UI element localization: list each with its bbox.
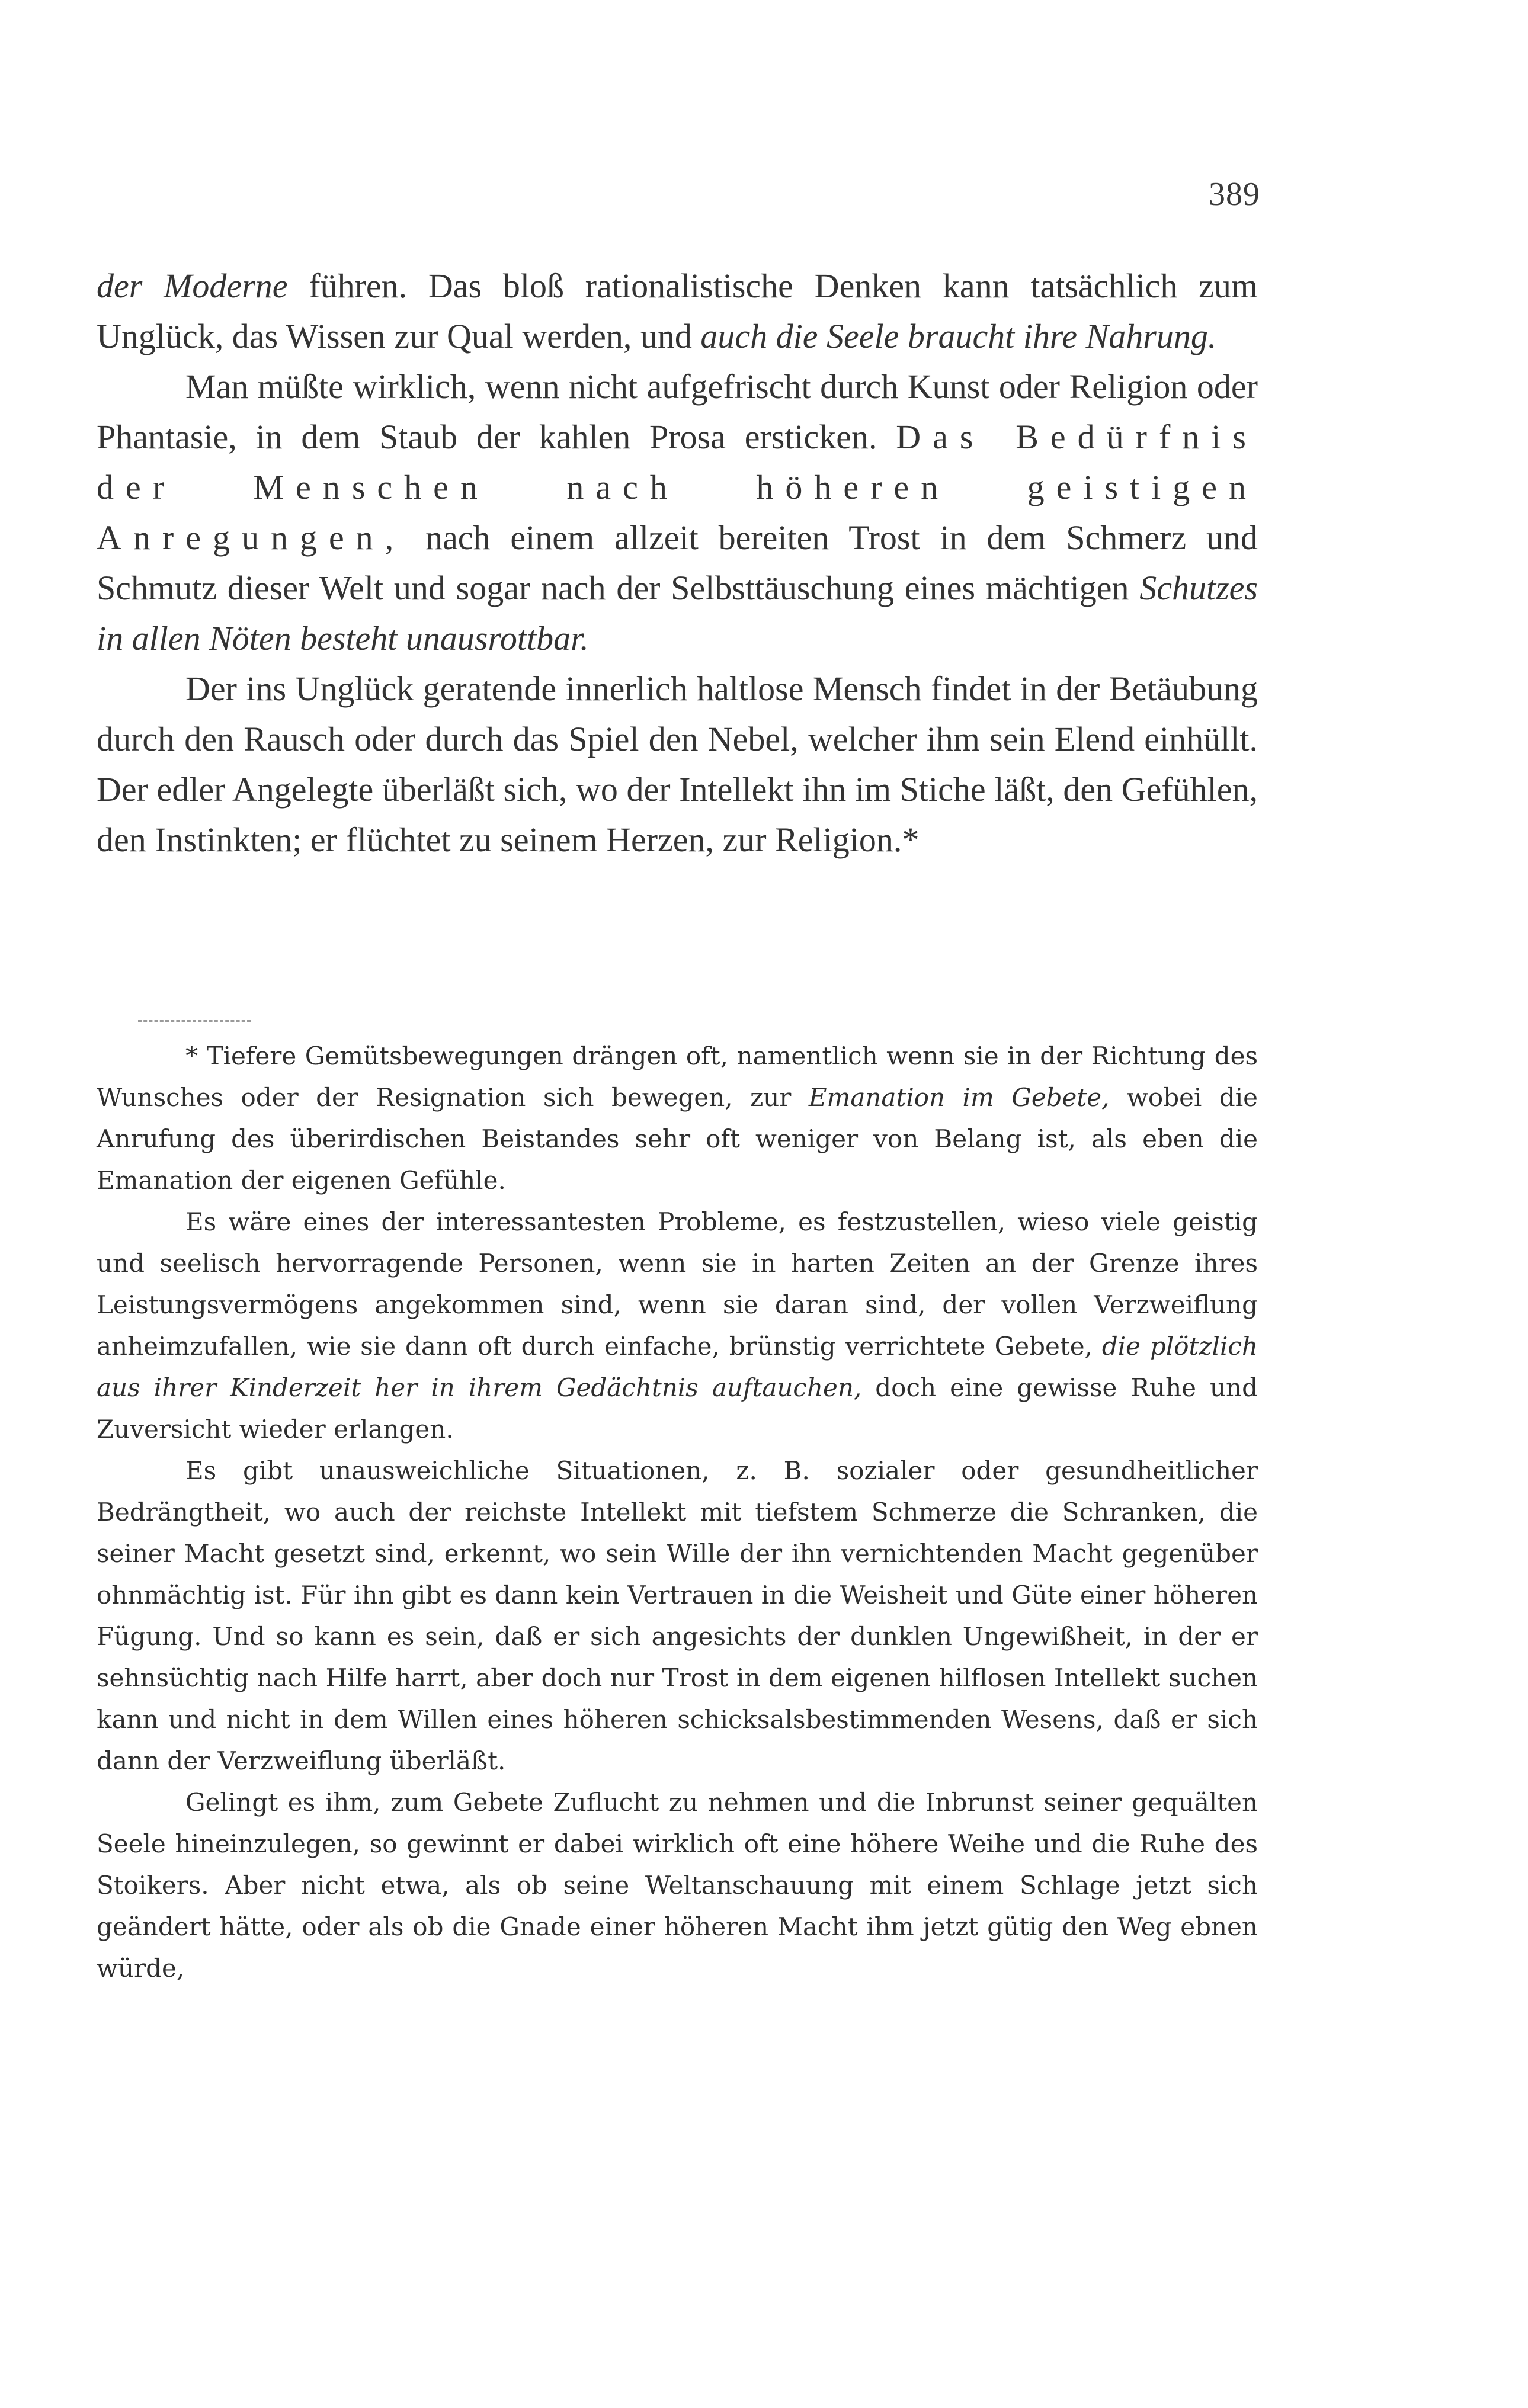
footnote-paragraph-1	[97, 1035, 1258, 1201]
footnote-text: doch eine gewisse Ruhe und Zuversicht wieder erlangen.	[97, 1373, 1258, 1444]
body-text: führen. Das bloß rationalistische Denken kann tatsächlich zum Unglück, das Wissen zur Qual werden, und	[97, 267, 1258, 355]
emphasis-text: der Moderne	[97, 267, 288, 305]
footnote-text: Gelingt es ihm, zum Gebete Zuflucht zu nehmen und die Inbrunst seiner gequälten Seele hineinzulegen, so gewinnt er dabei wirklich oft eine höhere Weihe und die Ruhe des Stoikers. Aber nicht etwa, als ob seine Weltanschauung mit einem Schlage jetzt sich geändert hätte, oder als ob die Gnade einer höheren Macht ihm jetzt gütig den Weg ebnen würde,	[97, 1788, 1258, 1983]
footnote-text: Es wäre eines der interessantesten Probleme, es festzustellen, wieso viele geistig und seelisch hervorragende Personen, wenn sie in harten Zeiten an der Grenze ihres Leistungsvermögens angekommen sind, wenn sie daran sind, der vollen Verzweiflung anheimzufallen, wie sie dann oft durch einfache, brünstig verrichtete Gebete,	[97, 1207, 1258, 1361]
body-text: nach einem allzeit bereiten Trost in dem Schmerz und Schmutz dieser Welt und sogar nach der Selbsttäuschung eines mächtigen	[97, 518, 1258, 607]
footnote-emphasis: die plötzlich aus ihrer Kinderzeit her in ihrem Gedächtnis auftauchen,	[97, 1332, 1258, 1402]
footnote-text: Es gibt unausweichliche Situationen, z. B. sozialer oder gesundheitlicher Bedrängtheit, wo auch der reichste Intellekt mit tiefstem Schmerze die Schranken, die seiner Macht gesetzt sind, erkennt, wo sein Wille der ihn vernichtenden Macht gegenüber ohnmächtig ist. Für ihn gibt es dann kein Vertrauen in die Weisheit und Güte einer höheren Fügung. Und so kann es sein, daß er sich angesichts der dunklen Ungewißheit, in der er sehnsüchtig nach Hilfe harrt, aber doch nur Trost in dem eigenen hilflosen Intellekt suchen kann und nicht in dem Willen eines höheren schicksalsbestimmenden Wesens, daß er sich dann der Verzweiflung überläßt.	[97, 1456, 1258, 1775]
footnote-paragraph-2	[97, 1201, 1258, 1450]
page-number: 389	[1209, 176, 1260, 213]
main-text	[97, 261, 1258, 865]
body-text: Der ins Unglück geratende innerlich haltlose Mensch findet in der Betäubung durch den Rausch oder durch das Spiel den Nebel, welcher ihm sein Elend einhüllt. Der edler Angelegte überläßt sich, wo der Intellekt ihn im Stiche läßt, den Gefühlen, den Instinkten; er flüchtet zu seinem Herzen, zur Religion.*	[97, 669, 1258, 859]
spaced-emphasis-text: Das Bedürfnis der Menschen nach höheren geistigen Anregungen,	[97, 418, 1258, 557]
footnote-text: * Tiefere Gemütsbewegungen drängen oft, namentlich wenn sie in der Richtung des Wunsches oder der Resignation sich bewegen, zur	[97, 1041, 1258, 1112]
paragraph-2	[97, 361, 1258, 663]
footnote-divider	[138, 1020, 251, 1022]
footnote-paragraph-3	[97, 1450, 1258, 1782]
paragraph-1	[97, 261, 1258, 361]
footnote-section	[97, 1035, 1258, 1989]
footnote-text: wobei die Anrufung des überirdischen Beistandes sehr oft weniger von Belang ist, als eben die Emanation der eigenen Gefühle.	[97, 1083, 1258, 1195]
emphasis-text: Schutzes in allen Nöten besteht unausrottbar.	[97, 569, 1258, 658]
body-text: Man müßte wirklich, wenn nicht aufgefrischt durch Kunst oder Religion oder Phantasie, in dem Staub der kahlen Prosa ersticken.	[97, 367, 1258, 456]
footnote-emphasis: Emanation im Gebete,	[808, 1083, 1110, 1112]
paragraph-3	[97, 663, 1258, 865]
footnote-paragraph-4	[97, 1782, 1258, 1989]
emphasis-text: auch die Seele braucht ihre Nahrung.	[700, 317, 1217, 355]
